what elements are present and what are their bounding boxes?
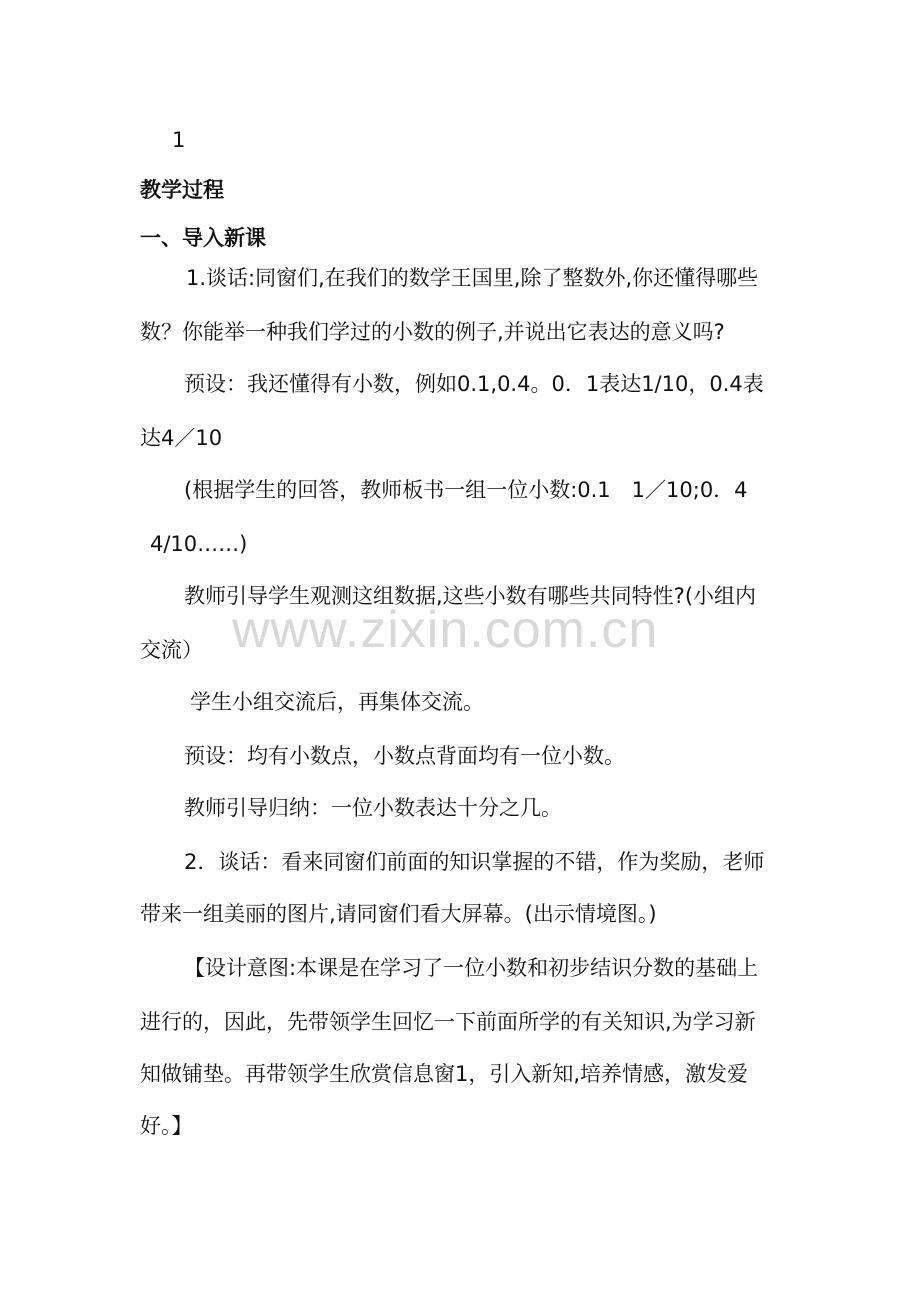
subsection-title: 一、导入新课 [140,226,266,250]
paragraph-line: 达4／10 [140,426,223,450]
page-number: 1 [172,128,186,152]
paragraph-line: 好。】 [140,1114,193,1138]
paragraph-line: 带来一组美丽的图片,请同窗们看大屏幕。(出示情境图。) [140,902,657,926]
paragraph-line: 1.谈话:同窗们,在我们的数学王国里,除了整数外,你还懂得哪些 [186,266,759,290]
paragraph-line: 4/10……) [150,532,248,556]
paragraph-line: (根据学生的回答，教师板书一组一位小数:0.1 1／10;0．4 [184,478,748,502]
paragraph-line: 知做铺垫。再带领学生欣赏信息窗1，引入新知,培养情感，激发爱 [140,1062,749,1086]
paragraph-line: 进行的，因此，先带领学生回忆一下前面所学的有关知识,为学习新 [140,1010,756,1034]
paragraph-line: 预设：均有小数点，小数点背面均有一位小数。 [184,744,625,768]
paragraph-line: 预设：我还懂得有小数，例如0.1,0.4。0．1表达1/10，0.4表 [184,372,764,396]
section-title: 教学过程 [140,178,224,202]
watermark: www.zixin.com.cn [232,601,659,659]
paragraph-line: 学生小组交流后，再集体交流。 [190,690,484,714]
paragraph-line: 数？你能举一种我们学过的小数的例子,并说出它表达的意义吗? [140,320,725,344]
paragraph-line: 【设计意图:本课是在学习了一位小数和初步结识分数的基础上 [184,956,759,980]
paragraph-line: 交流） [140,638,203,662]
paragraph-line: 2．谈话：看来同窗们前面的知识掌握的不错，作为奖励，老师 [184,850,765,874]
paragraph-line: 教师引导归纳：一位小数表达十分之几。 [184,796,562,820]
paragraph-line: 教师引导学生观测这组数据,这些小数有哪些共同特性?(小组内 [184,584,757,608]
